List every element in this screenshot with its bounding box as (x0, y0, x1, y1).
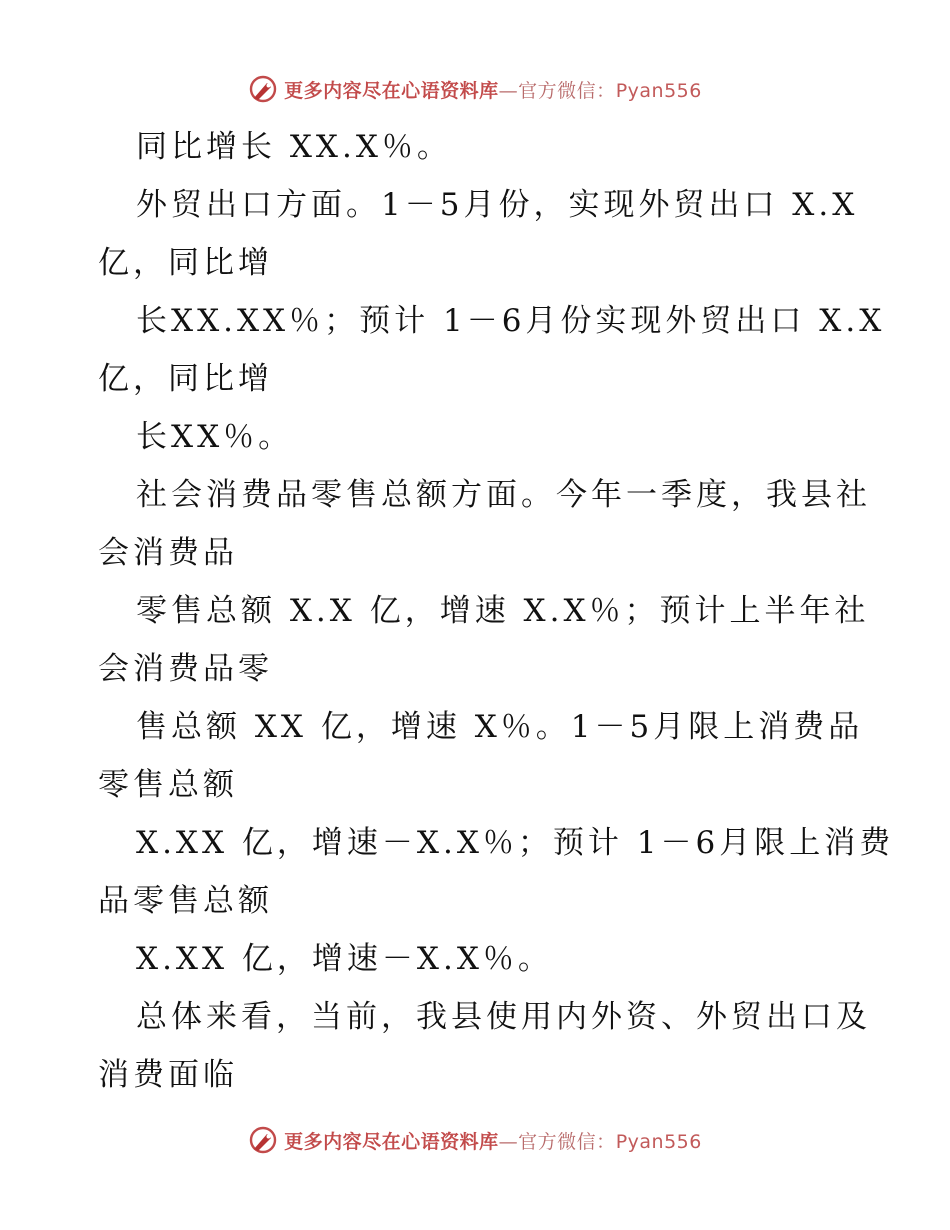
text-line: 零售总额 X.X 亿，增速 X.X％；预计上半年社 (136, 593, 870, 629)
text-line: 品零售总额 (98, 883, 273, 919)
text-line: 总体来看，当前，我县使用内外资、外贸出口及 (136, 999, 871, 1035)
text-line: 外贸出口方面。1－5月份，实现外贸出口 X.X (136, 187, 859, 223)
pen-nib-circle-icon (248, 74, 278, 104)
pen-nib-circle-icon (248, 1125, 278, 1155)
header-watermark (0, 72, 950, 106)
watermark-text: 更多内容尽在心语资料库—官方微信：Pyan556 (284, 79, 702, 102)
text-line: 售总额 XX 亿，增速 X％。1－5月限上消费品 (136, 709, 864, 745)
text-line: 消费面临 (98, 1057, 238, 1093)
text-line: 同比增长 XX.X％。 (136, 129, 452, 165)
watermark-text: 更多内容尽在心语资料库—官方微信：Pyan556 (284, 1130, 702, 1153)
text-line: 社会消费品零售总额方面。今年一季度，我县社 (136, 477, 871, 513)
text-line: 会消费品 (98, 535, 238, 571)
text-line: 零售总额 (98, 767, 238, 803)
text-line: X.XX 亿，增速－X.X％；预计 1－6月限上消费 (136, 825, 895, 861)
text-line: 会消费品零 (98, 651, 273, 687)
text-line: 亿，同比增 (98, 245, 273, 281)
text-line: 长XX.XX％；预计 1－6月份实现外贸出口 X.X (136, 303, 886, 339)
text-line: X.XX 亿，增速－X.X％。 (136, 941, 553, 977)
text-line: 长XX％。 (136, 419, 294, 455)
text-line: 亿，同比增 (98, 361, 273, 397)
footer-watermark (0, 1123, 950, 1157)
document-body (98, 118, 895, 1104)
